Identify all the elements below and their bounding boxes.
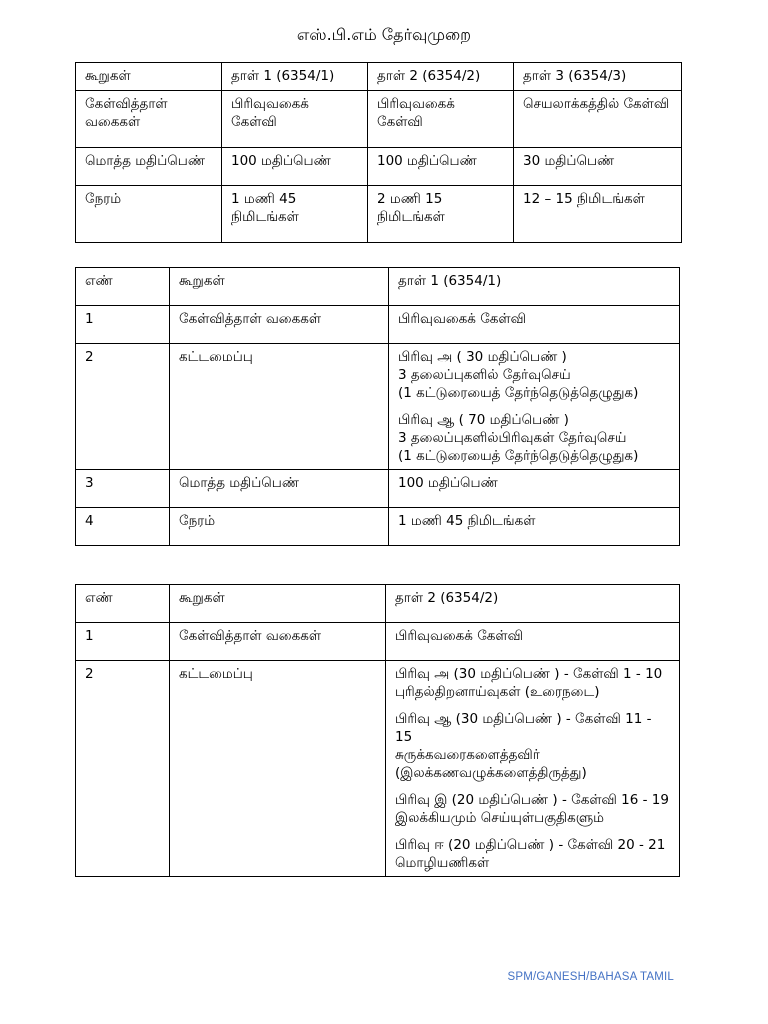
table-cell: செயலாக்கத்தில் கேள்வி: [514, 91, 682, 148]
header-cell: தாள் 3 (6354/3): [514, 63, 682, 91]
header-cell: எண்: [76, 268, 170, 306]
row-detail: [386, 623, 680, 661]
header-cell: கூறுகள்: [76, 63, 222, 91]
paper2-table-body: [76, 585, 680, 877]
table-row: [76, 344, 680, 470]
row-number: 2: [76, 661, 170, 877]
table-header-row: [76, 585, 680, 623]
row-detail: [386, 661, 680, 877]
table-row: [76, 661, 680, 877]
page-title: எஸ்.பி.எம் தேர்வுமுறை: [296, 25, 472, 44]
detail-block: [398, 411, 670, 465]
detail-line: (1 கட்டுரையைத் தேர்ந்தெடுத்தெழுதுக): [398, 448, 639, 464]
detail-line: புரிதல்திறனாய்வுகள் (உரைநடை): [395, 684, 600, 700]
detail-line: 3 தலைப்புகளில்பிரிவுகள் தேர்வுசெய்: [398, 430, 627, 446]
table-header-row: [76, 268, 680, 306]
detail-block: [395, 710, 670, 782]
detail-line: பிரிவுவகைக் கேள்வி: [395, 628, 523, 644]
table-row: [76, 91, 682, 148]
row-number: 1: [76, 623, 170, 661]
row-number: 2: [76, 344, 170, 470]
header-cell: தாள் 2 (6354/2): [368, 63, 514, 91]
row-item: கேள்வித்தாள் வகைகள்: [170, 306, 389, 344]
detail-block: [395, 836, 670, 872]
table-row: [76, 623, 680, 661]
header-cell: தாள் 2 (6354/2): [386, 585, 680, 623]
header-cell: தாள் 1 (6354/1): [389, 268, 680, 306]
detail-block: [398, 474, 670, 492]
header-cell: கூறுகள்: [170, 585, 386, 623]
detail-line: பிரிவு அ ( 30 மதிப்பெண் ): [398, 349, 567, 365]
exam-summary-table: [75, 62, 682, 243]
row-item: கட்டமைப்பு: [170, 661, 386, 877]
detail-block: [395, 627, 670, 645]
row-detail: [389, 344, 680, 470]
detail-line: இலக்கியமும் செய்யுள்பகுதிகளும்: [395, 810, 605, 826]
table-cell: பிரிவுவகைக் கேள்வி: [222, 91, 368, 148]
detail-line: 100 மதிப்பெண்: [398, 475, 498, 491]
detail-line: 1 மணி 45 நிமிடங்கள்: [398, 513, 536, 529]
detail-line: 3 தலைப்புகளில் தேர்வுசெய்: [398, 367, 571, 383]
detail-block: [395, 791, 670, 827]
detail-line: பிரிவுவகைக் கேள்வி: [398, 311, 526, 327]
detail-line: பிரிவு அ (30 மதிப்பெண் ) - கேள்வி 1 - 10: [395, 666, 663, 682]
detail-line: பிரிவு ஆ (30 மதிப்பெண் ) - கேள்வி 11 - 15: [395, 711, 652, 745]
detail-line: மொழியணிகள்: [395, 855, 490, 871]
detail-block: [395, 665, 670, 701]
table-row: [76, 306, 680, 344]
row-detail: [389, 508, 680, 546]
paper1-table-body: [76, 268, 680, 546]
detail-block: [398, 310, 670, 328]
table-cell: நேரம்: [76, 186, 222, 243]
table-row: [76, 186, 682, 243]
footer-text: SPM/GANESH/BAHASA TAMIL: [507, 971, 674, 983]
paper2-table: [75, 584, 680, 877]
table-cell: 2 மணி 15 நிமிடங்கள்: [368, 186, 514, 243]
header-cell: தாள் 1 (6354/1): [222, 63, 368, 91]
table-cell: 100 மதிப்பெண்: [222, 148, 368, 186]
table-cell: பிரிவுவகைக் கேள்வி: [368, 91, 514, 148]
row-item: கட்டமைப்பு: [170, 344, 389, 470]
table-header-row: [76, 63, 682, 91]
table-cell: கேள்வித்தாள் வகைகள்: [76, 91, 222, 148]
detail-block: [398, 348, 670, 402]
detail-block: [398, 512, 670, 530]
detail-line: பிரிவு இ (20 மதிப்பெண் ) - கேள்வி 16 - 19: [395, 792, 669, 808]
row-item: கேள்வித்தாள் வகைகள்: [170, 623, 386, 661]
table-cell: 1 மணி 45 நிமிடங்கள்: [222, 186, 368, 243]
table-cell: மொத்த மதிப்பெண்: [76, 148, 222, 186]
table-cell: 12 – 15 நிமிடங்கள்: [514, 186, 682, 243]
detail-line: பிரிவு ஈ (20 மதிப்பெண் ) - கேள்வி 20 - 21: [395, 837, 666, 853]
row-number: 1: [76, 306, 170, 344]
paper1-table: [75, 267, 680, 546]
table-cell: 30 மதிப்பெண்: [514, 148, 682, 186]
detail-line: (1 கட்டுரையைத் தேர்ந்தெடுத்தெழுதுக): [398, 385, 639, 401]
row-item: நேரம்: [170, 508, 389, 546]
header-cell: கூறுகள்: [170, 268, 389, 306]
row-detail: [389, 306, 680, 344]
detail-line: (இலக்கணவழுக்களைத்திருத்து): [395, 765, 587, 781]
row-detail: [389, 470, 680, 508]
row-number: 4: [76, 508, 170, 546]
table-row: [76, 470, 680, 508]
row-item: மொத்த மதிப்பெண்: [170, 470, 389, 508]
table-cell: 100 மதிப்பெண்: [368, 148, 514, 186]
detail-line: சுருக்கவரைகளைத்தவிர்: [395, 747, 540, 763]
table-row: [76, 508, 680, 546]
detail-line: பிரிவு ஆ ( 70 மதிப்பெண் ): [398, 412, 569, 428]
row-number: 3: [76, 470, 170, 508]
table-row: [76, 148, 682, 186]
header-cell: எண்: [76, 585, 170, 623]
